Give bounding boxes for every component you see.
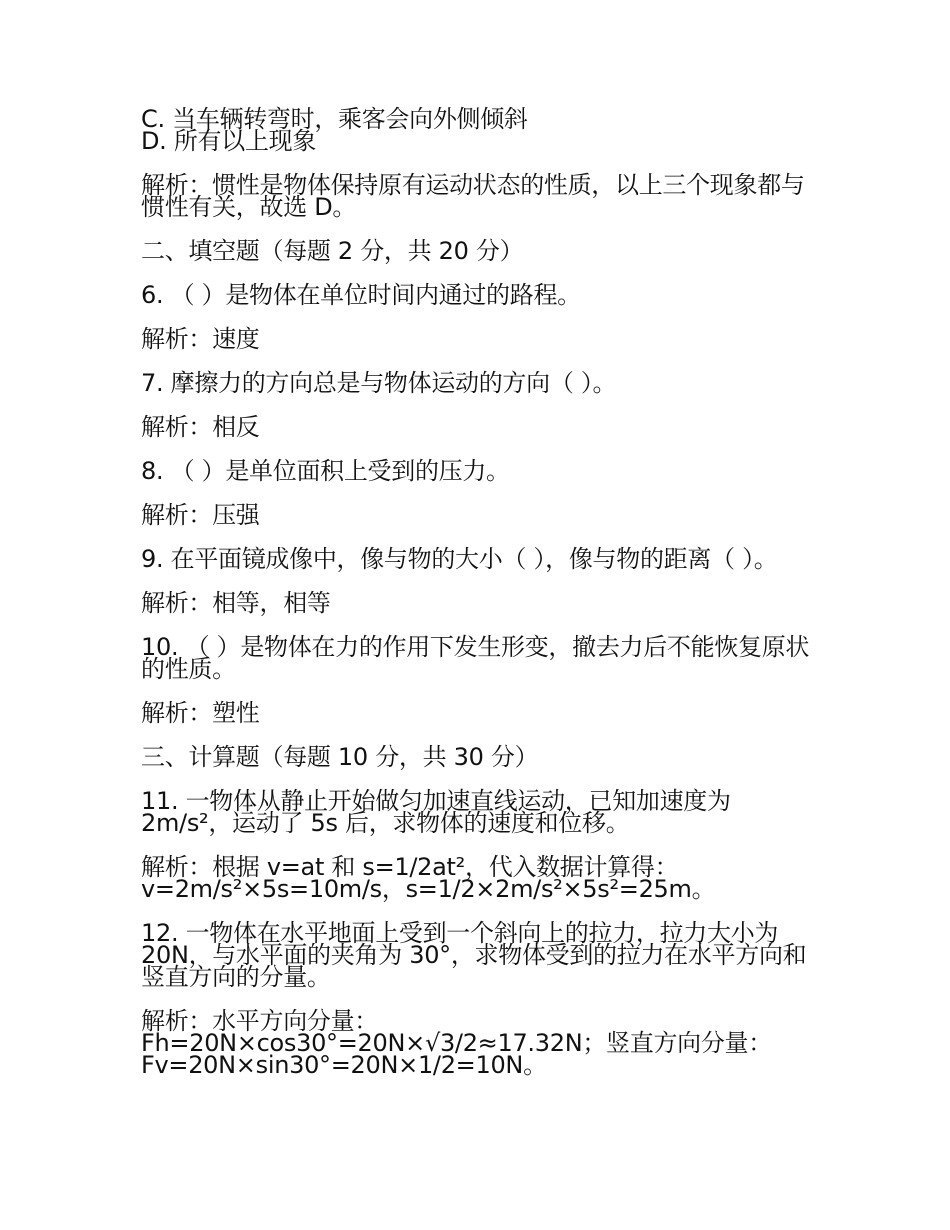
paragraph: 11. 一物体从静止开始做匀加速直线运动，已知加速度为 2m/s²，运动了 5s 后，求物体的速度和位移。 (141, 787, 731, 837)
paragraph: 10. （ ）是物体在力的作用下发生形变，撤去力后不能恢复原状的性质。 (141, 633, 810, 683)
paragraph: D. 所有以上现象 (141, 127, 317, 155)
paragraph: 解析：速度 (141, 325, 260, 353)
paragraph: 解析：根据 v=at 和 s=1/2at²，代入数据计算得：v=2m/s²×5s=10m/s，s=1/2×2m/s²×5s²=25m。 (141, 853, 716, 903)
paragraph: 解析：水平方向分量：Fh=20N×cos30°=20N×√3/2≈17.32N；竖直方向分量：Fv=20N×sin30°=20N×1/2=10N。 (141, 1007, 772, 1079)
paragraph: 7. 摩擦力的方向总是与物体运动的方向（ ）。 (141, 369, 617, 397)
paragraph: 解析：惯性是物体保持原有运动状态的性质，以上三个现象都与惯性有关，故选 D。 (141, 171, 805, 221)
paragraph: 8. （ ）是单位面积上受到的压力。 (141, 457, 510, 485)
paragraph: C. 当车辆转弯时，乘客会向外侧倾斜 (141, 105, 528, 133)
paragraph: 9. 在平面镜成像中，像与物的大小（ ），像与物的距离（ ）。 (141, 545, 778, 573)
paragraph: 解析：相反 (141, 413, 260, 441)
paragraph: 6. （ ）是物体在单位时间内通过的路程。 (141, 281, 581, 309)
document-body (141, 105, 821, 1098)
paragraph: 解析：塑性 (141, 699, 260, 727)
paragraph: 12. 一物体在水平地面上受到一个斜向上的拉力，拉力大小为 20N，与水平面的夹角为 30°，求物体受到的拉力在水平方向和竖直方向的分量。 (141, 919, 807, 991)
paragraph: 二、填空题（每题 2 分，共 20 分） (141, 237, 524, 265)
paragraph: 三、计算题（每题 10 分，共 30 分） (141, 743, 539, 771)
paragraph: 解析：相等，相等 (141, 589, 331, 617)
paragraph: 解析：压强 (141, 501, 260, 529)
